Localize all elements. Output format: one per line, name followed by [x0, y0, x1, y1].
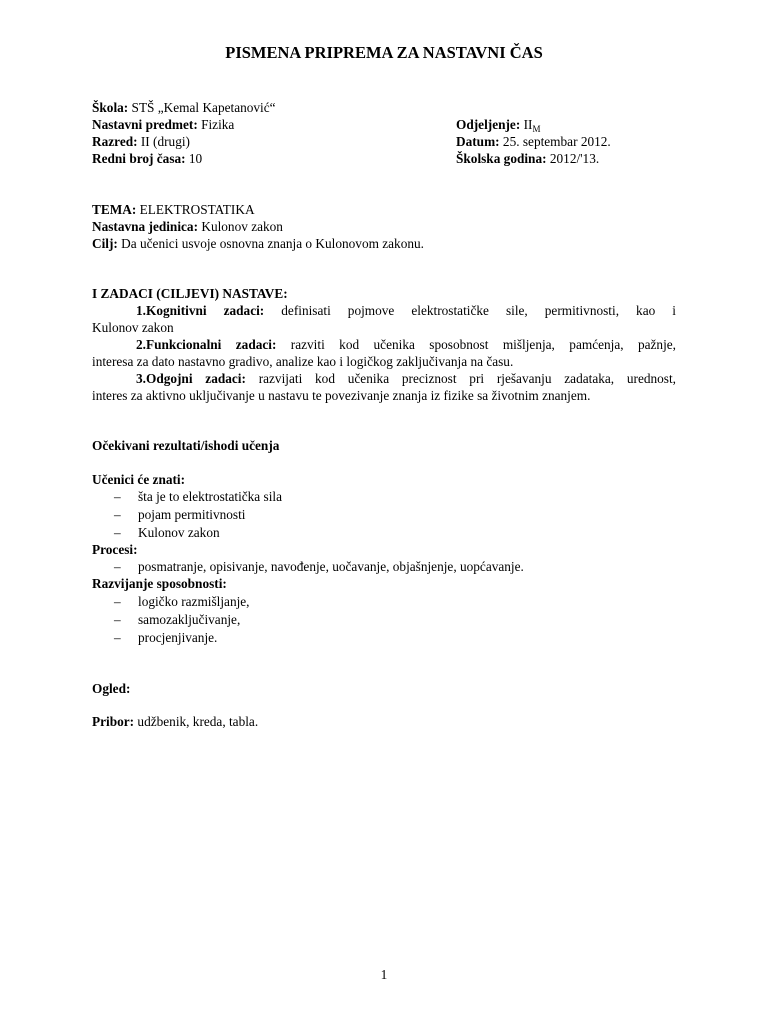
list-item-text: logičko razmišljanje, [138, 594, 250, 609]
tema-label: TEMA: [92, 202, 137, 217]
skola-label: Škola: [92, 100, 129, 115]
skola-value: STŠ „Kemal Kapetanović“ [128, 100, 276, 115]
list-dash: – [114, 559, 121, 574]
funkcionalni-label: 2.Funkcionalni zadaci: [136, 337, 277, 352]
ishodi-heading-text: Očekivani rezultati/ishodi učenja [92, 438, 280, 453]
predmet-value: Fizika [197, 117, 235, 132]
razvijanje-label-text: Razvijanje sposobnosti: [92, 576, 227, 591]
predmet-line [92, 116, 234, 133]
skolska-godina-label: Školska godina: [456, 151, 547, 166]
odgojni-line-1 [136, 370, 676, 387]
datum-line [456, 133, 611, 150]
zadaci-heading [92, 285, 288, 302]
odjeljenje-label: Odjeljenje: [456, 117, 521, 132]
list-dash: – [114, 594, 121, 609]
odgojni-text-1: razvijati kod učenika preciznost pri rješavanju zadataka, urednost, [245, 371, 676, 386]
pribor-value: udžbenik, kreda, tabla. [134, 714, 259, 729]
nastavna-jedinica-label: Nastavna jedinica: [92, 219, 199, 234]
cilj-value: Da učenici usvoje osnovna znanja o Kulonovom zakonu. [117, 236, 424, 251]
skolska-godina-value: 2012/'13. [546, 151, 600, 166]
list-item [114, 506, 246, 523]
nastavna-jedinica-value: Kulonov zakon [198, 219, 283, 234]
list-item [114, 524, 220, 541]
pribor-line [92, 713, 258, 730]
ucenici-znati-label-text: Učenici će znati: [92, 472, 186, 487]
odjeljenje-line [456, 116, 540, 133]
tema-line [92, 201, 255, 218]
skolska-godina-line [456, 150, 599, 167]
list-dash: – [114, 630, 121, 645]
redni-broj-line [92, 150, 202, 167]
predmet-label: Nastavni predmet: [92, 117, 198, 132]
redni-broj-value: 10 [185, 151, 203, 166]
list-item-text: posmatranje, opisivanje, navođenje, uočavanje, objašnjenje, uopćavanje. [138, 559, 524, 574]
funkcionalni-line-2: interesa za dato nastavno gradivo, analize kao i logičkog zaključivanja na času. [92, 354, 514, 369]
tema-value: ELEKTROSTATIKA [136, 202, 255, 217]
page-number: 1 [380, 967, 388, 982]
list-item [114, 611, 241, 628]
razred-label: Razred: [92, 134, 138, 149]
list-item-text: samozaključivanje, [138, 612, 241, 627]
funkcionalni-text-1: razviti kod učenika sposobnost mišljenja, pamćenja, pažnje, [276, 337, 676, 352]
list-item [114, 558, 524, 575]
datum-label: Datum: [456, 134, 500, 149]
odjeljenje-value: II [520, 117, 533, 132]
ucenici-znati-label [92, 471, 185, 488]
razred-value: II (drugi) [137, 134, 190, 149]
kognitivni-line-2: Kulonov zakon [92, 320, 174, 335]
ogled-line [92, 680, 130, 697]
razred-line [92, 133, 190, 150]
list-item-text: pojam permitivnosti [138, 507, 246, 522]
procesi-label [92, 541, 138, 558]
list-item [114, 488, 282, 505]
datum-value: 25. septembar 2012. [499, 134, 611, 149]
list-dash: – [114, 489, 121, 504]
cilj-label: Cilj: [92, 236, 118, 251]
list-item-text: šta je to elektrostatička sila [138, 489, 282, 504]
page-title: PISMENA PRIPREMA ZA NASTAVNI ČAS [225, 43, 543, 62]
skola-line [92, 99, 276, 116]
list-item [114, 593, 250, 610]
kognitivni-label: 1.Kognitivni zadaci: [136, 303, 265, 318]
odgojni-label: 3.Odgojni zadaci: [136, 371, 246, 386]
funkcionalni-line-1 [136, 336, 676, 353]
nastavna-jedinica-line [92, 218, 283, 235]
pribor-label: Pribor: [92, 714, 135, 729]
razvijanje-label [92, 575, 227, 592]
kognitivni-line-1 [136, 302, 676, 319]
kognitivni-text-1: definisati pojmove elektrostatičke sile, permitivnosti, kao i [264, 303, 676, 318]
zadaci-heading-text: I ZADACI (CILJEVI) NASTAVE: [92, 286, 288, 301]
list-dash: – [114, 612, 121, 627]
list-dash: – [114, 525, 121, 540]
list-item [114, 629, 218, 646]
cilj-line [92, 235, 424, 252]
odjeljenje-subscript: M [532, 124, 541, 134]
ishodi-heading [92, 437, 279, 454]
redni-broj-label: Redni broj časa: [92, 151, 186, 166]
odgojni-line-2: interes za aktivno uključivanje u nastavu te povezivanje znanja iz fizike sa životnim znanjem. [92, 388, 591, 403]
procesi-label-text: Procesi: [92, 542, 138, 557]
list-item-text: procjenjivanje. [138, 630, 218, 645]
list-item-text: Kulonov zakon [138, 525, 220, 540]
ogled-label: Ogled: [92, 681, 131, 696]
list-dash: – [114, 507, 121, 522]
